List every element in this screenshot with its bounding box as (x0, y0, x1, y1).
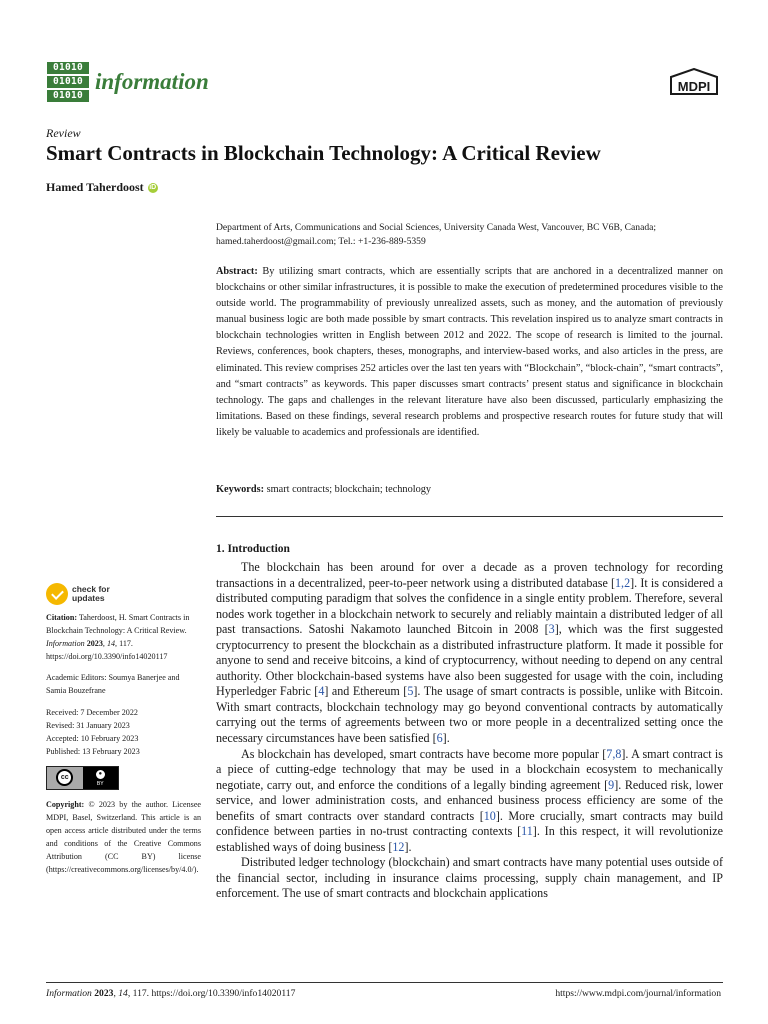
cc-by-license-badge[interactable] (46, 766, 119, 790)
logo-row: 01010 (47, 90, 89, 102)
footer-citation: Information 2023, 14, 117. https://doi.org/10.3390/info14020117 (46, 988, 296, 999)
sidebar (46, 583, 201, 877)
citation-link[interactable]: 9 (608, 777, 615, 792)
person-icon: ● (94, 768, 107, 781)
footer-journal-url[interactable]: https://www.mdpi.com/journal/information (555, 988, 721, 999)
citation-link[interactable]: 3 (548, 622, 555, 637)
citation-link[interactable]: 11 (521, 824, 533, 839)
dates-block (46, 706, 201, 758)
mdpi-logo (665, 68, 723, 98)
citation-link[interactable]: 4 (318, 684, 325, 699)
orcid-icon[interactable]: iD (149, 184, 157, 191)
check-updates-label: check for updates (72, 584, 110, 603)
affiliation-contact: hamed.taherdoost@gmail.com; Tel.: +1-236-889-5359 (216, 235, 426, 247)
keywords-text: smart contracts; blockchain; technology (266, 484, 432, 495)
revised-date: Revised: 31 January 2023 (46, 720, 130, 730)
keywords-label: Keywords: (216, 484, 265, 495)
abstract-label: Abstract: (216, 266, 258, 277)
published-date: Published: 13 February 2023 (46, 746, 140, 756)
check-for-updates-button[interactable] (46, 583, 201, 605)
copyright-notice: Copyright: © 2023 by the author. Licensee MDPI, Basel, Switzerland. This article is an open access article distributed under the terms and conditions of the Creative Commons Attribution (CC BY) license (https://creativecommons.org/licenses/by/4.0/). (46, 799, 202, 875)
check-updates-icon (46, 583, 68, 605)
keywords (216, 484, 723, 495)
citation-link[interactable]: 1,2 (615, 575, 631, 590)
author-line (46, 180, 158, 195)
affiliation-line: Department of Arts, Communications and Social Sciences, University Canada West, Vancouver, BC V6B, Canada; (216, 222, 657, 233)
by-label: BY (96, 781, 104, 788)
journal-name: information (95, 69, 209, 94)
author-name: Hamed Taherdoost (46, 180, 144, 194)
section-heading: 1. Introduction (216, 543, 290, 555)
citation-link[interactable]: 5 (407, 684, 414, 699)
logo-row: 01010 (47, 62, 89, 74)
cc-icon: cc (56, 769, 73, 786)
footer-divider (46, 982, 723, 983)
citation-block: Citation: Taherdoost, H. Smart Contracts in Blockchain Technology: A Critical Review. Information 2023, 14, 117. https://doi.org/10.3390/info14020117 (46, 613, 190, 662)
paragraph: The blockchain has been around for over a decade as a proven technology for recording transactions in a decentralized, peer-to-peer network using a distributed database [1,2]. It is considered a distributed computing paradigm that solves the confidence in a single entity problem. Therefore, several nodes work together in a blockchain network to securely and reliably maintain a distributed ledger of all past transactions. Satoshi Nakamoto launched Bitcoin in 2008 [3], which was the first suggested cryptocurrency to present the blockchain as a distributed infrastructure platform. It made it possible for anyone to send and receive bitcoins, a kind of cryptocurrency, without needing to depend on any central authority. Other blockchain-based systems have also been suggested for usage with the coin, including Hyperledger Fabric [4] and Ethereum [5]. The usage of smart contracts is possible, unlike with Bitcoin. With smart contracts, blockchain technology may go beyond conventional contracts by automatically carrying out the terms of agreements between two or more people in a decentralized setting once the necessary circumstances have been satisfied [6]. (216, 560, 724, 746)
affiliation (216, 221, 723, 248)
section-divider (216, 516, 723, 517)
mdpi-logo-text: MDPI (677, 79, 711, 94)
logo-row: 01010 (47, 76, 89, 88)
abstract-text: By utilizing smart contracts, which are essentially scripts that are anchored in a decentralized manner on blockchains or other similar infrastructures, it is possible to make the execution of predetermined procedures visible to the outside world. The programmability of previously unrealized assets, such as money, and the automation of previously manual business logic are both made possible by smart contracts. This revelation inspired us to analyze smart contracts in blockchain technologies written in English between 2012 and 2022. The scope of research is limited to the journal. Reviews, conferences, book chapters, theses, monographs, and interview-based works, and also articles in the press, are eliminated. This review comprises 252 articles over the last ten years with “Blockchain”, “block-chain”, “smart contracts”, and “smart contracts” as keywords. This paper discusses smart contracts’ present status and significance in blockchain technology. The gaps and challenges in the relevant literature have also been discussed, particularly emphasizing the limitations. Based on these findings, several research problems and prospective research routes for future study that will likely be valuable to academics and professionals are identified. (216, 266, 723, 438)
citation-link[interactable]: 10 (483, 808, 496, 823)
received-date: Received: 7 December 2022 (46, 707, 138, 717)
body-text (216, 560, 723, 902)
paragraph: Distributed ledger technology (blockchain) and smart contracts have many potential uses outside of the financial sector, including in insurance claims processing, supply chain management, and IP enforcement. The use of smart contracts and blockchain applications (216, 855, 723, 901)
abstract (216, 264, 723, 441)
citation-link[interactable]: 6 (436, 731, 443, 746)
journal-logo (47, 62, 89, 102)
journal-header (47, 62, 209, 102)
paragraph: As blockchain has developed, smart contracts have become more popular [7,8]. A smart contract is a piece of cutting-edge technology that may be used in a blockchain ecosystem to mechanically negotiate, carry out, and enforce the conditions of a legally binding agreement [9]. Reduced risk, lower service, and lower administration costs, and enhanced business process efficiency are some of the benefits of smart contracts over standard contracts [10]. More crucially, smart contracts may build confidence between parties in no-trust contracting contexts [11]. In this respect, it will revolutionize established ways of doing business [12]. (216, 746, 723, 854)
citation-link[interactable]: 7,8 (606, 746, 622, 761)
accepted-date: Accepted: 10 February 2023 (46, 733, 139, 743)
academic-editors: Academic Editors: Soumya Banerjee and Samia Bouzefrane (46, 673, 180, 696)
article-type: Review (46, 126, 81, 140)
article-title: Smart Contracts in Blockchain Technology: A Critical Review (46, 141, 601, 165)
citation-link[interactable]: 12 (392, 839, 405, 854)
mdpi-logo-icon (665, 68, 723, 98)
